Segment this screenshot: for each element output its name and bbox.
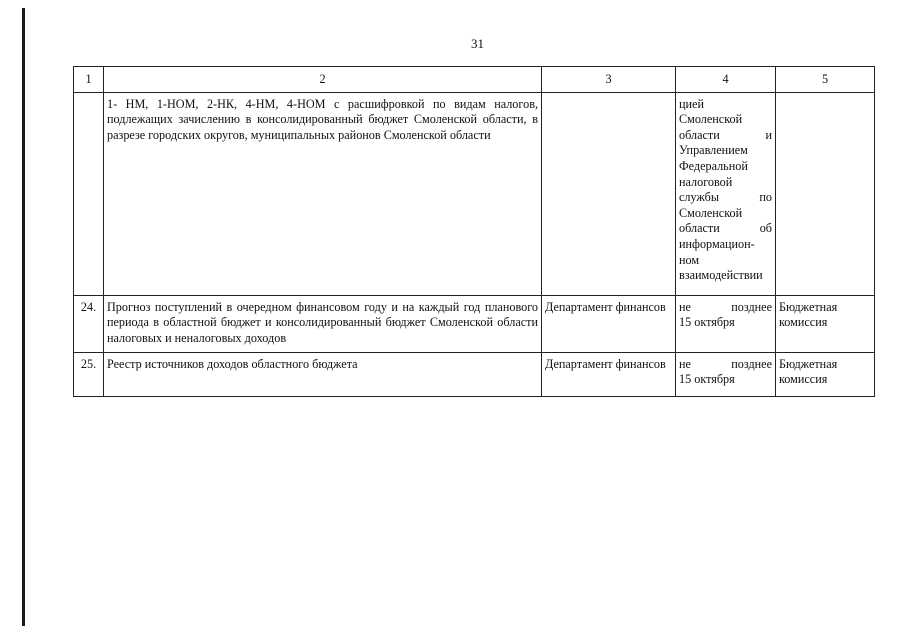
deadline-line: службы по: [679, 190, 772, 205]
row-responsible: Департамент финансов: [542, 295, 676, 352]
deadline-line: Управлением: [679, 143, 748, 158]
deadline-line: области и: [679, 127, 772, 142]
deadline-line: взаимодействии: [679, 268, 763, 283]
deadline-line: информацион-: [679, 236, 755, 251]
row-deadline: [676, 352, 776, 396]
table-header-row: [74, 67, 875, 93]
table-row: [74, 352, 875, 396]
deadline-line: области об: [679, 221, 772, 236]
deadline-line: Смоленской: [679, 112, 743, 127]
row-recipient: Бюджетная комиссия: [776, 295, 875, 352]
deadline-line: Федеральной: [679, 158, 748, 173]
deadline-line: не позднее: [679, 356, 772, 371]
header-col-3: 3: [542, 67, 676, 93]
header-col-1: 1: [74, 67, 104, 93]
row-deadline: [676, 92, 776, 295]
row-number: 25.: [74, 352, 104, 396]
header-col-2: 2: [104, 67, 542, 93]
row-responsible: Департамент финансов: [542, 352, 676, 396]
table-row: [74, 295, 875, 352]
row-description: Прогноз поступлений в очередном финансовом году и на каждый год планового периода в областной бюджет и консолидированный бюджет Смоленской области налоговых и неналоговых доходов: [104, 295, 542, 352]
header-col-4: 4: [676, 67, 776, 93]
row-number: [74, 92, 104, 295]
deadline-line: не позднее: [679, 299, 772, 314]
row-deadline: [676, 295, 776, 352]
table-row: [74, 92, 875, 295]
document-table: [73, 66, 875, 397]
row-responsible: [542, 92, 676, 295]
header-col-5: 5: [776, 67, 875, 93]
row-description: Реестр источников доходов областного бюджета: [104, 352, 542, 396]
deadline-line: цией: [679, 96, 704, 111]
page-number: 31: [471, 36, 484, 51]
row-number: 24.: [74, 295, 104, 352]
deadline-line: ном: [679, 252, 700, 267]
row-recipient: Бюджетная комиссия: [776, 352, 875, 396]
deadline-line: 15 октября: [679, 372, 735, 387]
deadline-line: Смоленской: [679, 205, 743, 220]
deadline-line: 15 октября: [679, 315, 735, 330]
row-recipient: [776, 92, 875, 295]
row-description: 1- НМ, 1-НОМ, 2-НК, 4-НМ, 4-НОМ с расшифровкой по видам налогов, подлежащих зачислению в консолидированный бюджет Смоленской области, в разрезе городских округов, муниципальных районов Смоленской области: [104, 92, 542, 295]
page-left-edge: [22, 8, 25, 626]
deadline-line: налоговой: [679, 174, 733, 189]
